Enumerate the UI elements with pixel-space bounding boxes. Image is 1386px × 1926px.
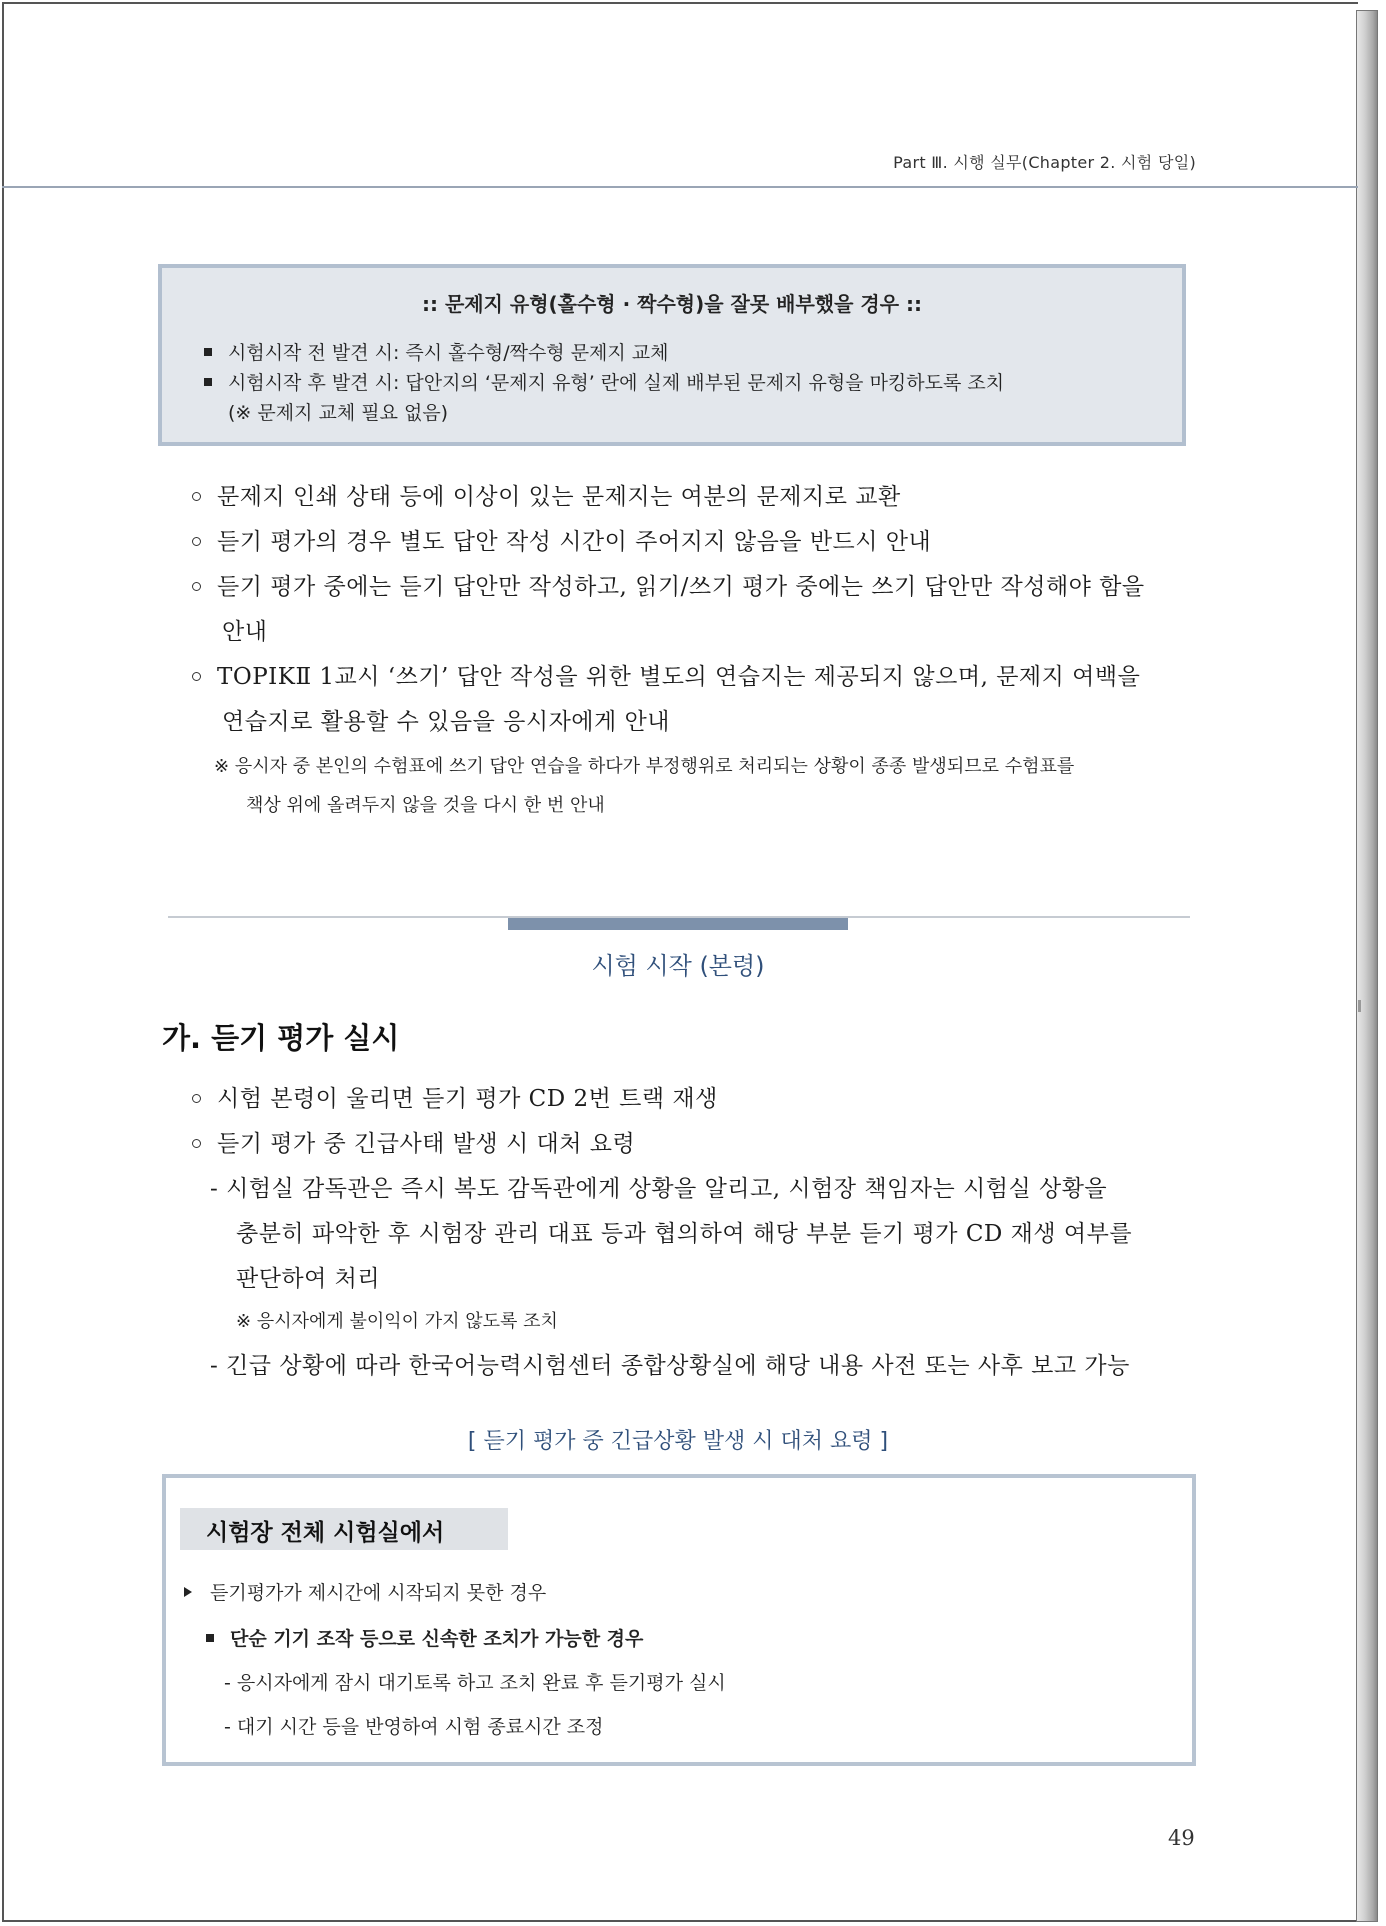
- page-number: 49: [1168, 1826, 1195, 1850]
- procedure-level1-text: 듣기평가가 제시간에 시작되지 못한 경우: [210, 1582, 547, 1604]
- procedure-box: [162, 1474, 1196, 1766]
- subsection-heading: 가. 듣기 평가 실시: [162, 1021, 400, 1055]
- note: ※ 응시자 중 본인의 수험표에 쓰기 답안 연습을 하다가 부정행위로 처리되는 상황이 종종 발생되므로 수험표를: [214, 756, 1075, 777]
- header-rule: [2, 186, 1358, 188]
- warning-box-continuation: (※ 문제지 교체 필요 없음): [228, 402, 449, 424]
- triangle-bullet-icon: [184, 1587, 192, 1597]
- circle-bullet-icon: [192, 537, 201, 546]
- warning-box-item: [204, 368, 1004, 395]
- note-continuation: 책상 위에 올려두지 않을 것을 다시 한 번 안내: [246, 795, 605, 816]
- dash-item-continuation: 충분히 파악한 후 시험장 관리 대표 등과 협의하여 해당 부분 듣기 평가 CD 재생 여부를: [236, 1221, 1133, 1247]
- procedure-box-tab: [180, 1508, 508, 1550]
- bullet-text: 문제지 인쇄 상태 등에 이상이 있는 문제지는 여분의 문제지로 교환: [217, 484, 901, 510]
- circle-bullet-icon: [192, 492, 201, 501]
- section-title: 시험 시작 (본령): [591, 952, 765, 980]
- dash-item: - 시험실 감독관은 즉시 복도 감독관에게 상황을 알리고, 시험장 책임자는 시험실 상황을: [210, 1176, 1108, 1202]
- square-bullet-icon: [204, 348, 212, 356]
- circle-bullet-icon: [192, 1094, 201, 1103]
- procedure-box-tab-label: 시험장 전체 시험실에서: [206, 1520, 445, 1546]
- circle-bullet-icon: [192, 1139, 201, 1148]
- bullet-item: [192, 478, 901, 511]
- bullet-text-continuation: 연습지로 활용할 수 있음을 응시자에게 안내: [222, 709, 670, 735]
- bullet-item: [192, 658, 1140, 691]
- procedure-level2: [206, 1624, 643, 1651]
- bullet-text: 듣기 평가 중에는 듣기 답안만 작성하고, 읽기/쓰기 평가 중에는 쓰기 답안만 작성해야 함을: [217, 574, 1145, 600]
- bullet-text: TOPIKⅡ 1교시 ‘쓰기’ 답안 작성을 위한 별도의 연습지는 제공되지 않으며, 문제지 여백을: [217, 664, 1141, 690]
- bullet-text: 듣기 평가 중 긴급사태 발생 시 대처 요령: [217, 1131, 636, 1157]
- bullet-item: [192, 568, 1145, 601]
- bullet-text: 듣기 평가의 경우 별도 답안 작성 시간이 주어지지 않음을 반드시 안내: [217, 529, 932, 555]
- bullet-text-continuation: 안내: [222, 619, 268, 645]
- warning-box-item-text: 시험시작 후 발견 시: 답안지의 ‘문제지 유형’ 란에 실제 배부된 문제지 유형을 마킹하도록 조치: [228, 372, 1005, 394]
- procedure-level3: - 응시자에게 잠시 대기토록 하고 조치 완료 후 듣기평가 실시: [224, 1672, 726, 1694]
- note: ※ 응시자에게 불이익이 가지 않도록 조치: [236, 1311, 558, 1332]
- circle-bullet-icon: [192, 672, 201, 681]
- dash-item: - 긴급 상황에 따라 한국어능력시험센터 종합상황실에 해당 내용 사전 또는 사후 보고 가능: [210, 1353, 1130, 1379]
- dash-item-continuation: 판단하여 처리: [236, 1266, 381, 1292]
- bullet-item: [192, 1125, 635, 1158]
- square-bullet-icon: [206, 1634, 214, 1642]
- square-bullet-icon: [204, 378, 212, 386]
- page-edge-mark: [1358, 1000, 1361, 1012]
- procedure-level3: - 대기 시간 등을 반영하여 시험 종료시간 조정: [224, 1716, 604, 1738]
- procedure-level1: [184, 1578, 546, 1605]
- procedure-level2-text: 단순 기기 조작 등으로 신속한 조치가 가능한 경우: [230, 1628, 644, 1650]
- warning-box-item-text: 시험시작 전 발견 시: 즉시 홀수형/짝수형 문제지 교체: [228, 342, 669, 364]
- warning-box: [158, 264, 1186, 446]
- running-header: Part Ⅲ. 시행 실무(Chapter 2. 시험 당일): [893, 153, 1196, 172]
- figure-caption: [ 듣기 평가 중 긴급상황 발생 시 대처 요령 ]: [467, 1429, 889, 1454]
- section-divider-bar: [508, 918, 848, 930]
- warning-box-item: [204, 338, 669, 365]
- page-edge: [1356, 10, 1378, 1922]
- bullet-text: 시험 본령이 울리면 듣기 평가 CD 2번 트랙 재생: [217, 1086, 718, 1112]
- circle-bullet-icon: [192, 582, 201, 591]
- warning-box-title: :: 문제지 유형(홀수형 · 짝수형)을 잘못 배부했을 경우 ::: [422, 292, 922, 316]
- bullet-item: [192, 523, 931, 556]
- bullet-item: [192, 1080, 718, 1113]
